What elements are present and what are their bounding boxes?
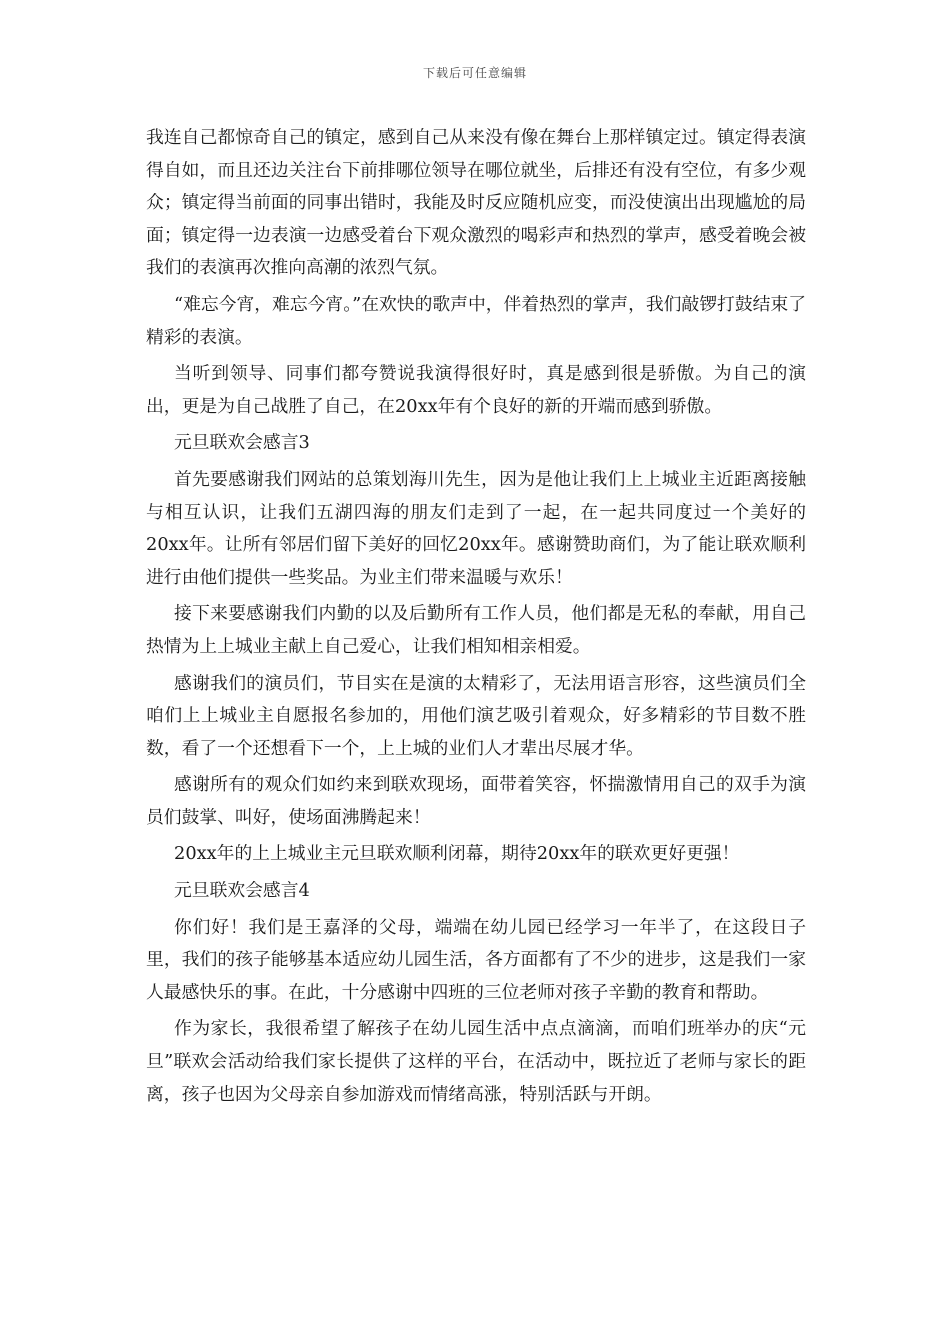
paragraph: 作为家长，我很希望了解孩子在幼儿园生活中点点滴滴，而咱们班举办的庆“元旦”联欢会活动给我们家长提供了这样的平台，在活动中，既拉近了老师与家长的距离，孩子也因为父母亲自参加游戏而情绪高涨，特别活跃与开朗。 bbox=[146, 1018, 806, 1105]
paragraph: 你们好！我们是王嘉泽的父母，端端在幼儿园已经学习一年半了，在这段日子里，我们的孩子能够基本适应幼儿园生活，各方面都有了不少的进步，这是我们一家人最感快乐的事。在此，十分感谢中四班的三位老师对孩子辛勤的教育和帮助。 bbox=[146, 916, 806, 1003]
paragraph: 我连自己都惊奇自己的镇定，感到自己从来没有像在舞台上那样镇定过。镇定得表演得自如，而且还边关注台下前排哪位领导在哪位就坐，后排还有没有空位，有多少观众；镇定得当前面的同事出错时，我能及时反应随机应变，而没使演出出现尴尬的局面；镇定得一边表演一边感受着台下观众激烈的喝彩声和热烈的掌声，感受着晚会被我们的表演再次推向高潮的浓烈气氛。 bbox=[146, 127, 806, 279]
paragraph: 首先要感谢我们网站的总策划海川先生，因为是他让我们上上城业主近距离接触与相互认识，让我们五湖四海的朋友们走到了一起，在一起共同度过一个美好的20xx年。让所有邻居们留下美好的回忆20xx年。感谢赞助商们，为了能让联欢顺利进行由他们提供一些奖品。为业主们带来温暖与欢乐！ bbox=[146, 468, 806, 588]
section-heading: 元旦联欢会感言3 bbox=[174, 432, 310, 454]
paragraph: 感谢我们的演员们，节目实在是演的太精彩了，无法用语言形容，这些演员们全咱们上上城业主自愿报名参加的，用他们演艺吸引着观众，好多精彩的节目数不胜数，看了一个还想看下一个，上上城的业们人才辈出尽展才华。 bbox=[146, 672, 806, 759]
paragraph: 接下来要感谢我们内勤的以及后勤所有工作人员，他们都是无私的奉献，用自己热情为上上城业主献上自己爱心，让我们相知相亲相爱。 bbox=[146, 603, 806, 657]
section-heading: 元旦联欢会感言4 bbox=[174, 880, 310, 902]
paragraph: 20xx年的上上城业主元旦联欢顺利闭幕，期待20xx年的联欢更好更强！ bbox=[174, 843, 740, 865]
paragraph: “难忘今宵，难忘今宵。”在欢快的歌声中，伴着热烈的掌声，我们敲锣打鼓结束了精彩的表演。 bbox=[146, 293, 806, 348]
document-body bbox=[146, 122, 806, 1115]
page-header: 下载后可任意编辑 bbox=[422, 66, 527, 80]
paragraph: 当听到领导、同事们都夸赞说我演得很好时，真是感到很是骄傲。为自己的演出，更是为自己战胜了自己，在20xx年有个良好的新的开端而感到骄傲。 bbox=[146, 363, 806, 417]
paragraph: 感谢所有的观众们如约来到联欢现场，面带着笑容，怀揣激情用自己的双手为演员们鼓掌、叫好，使场面沸腾起来！ bbox=[146, 774, 806, 828]
